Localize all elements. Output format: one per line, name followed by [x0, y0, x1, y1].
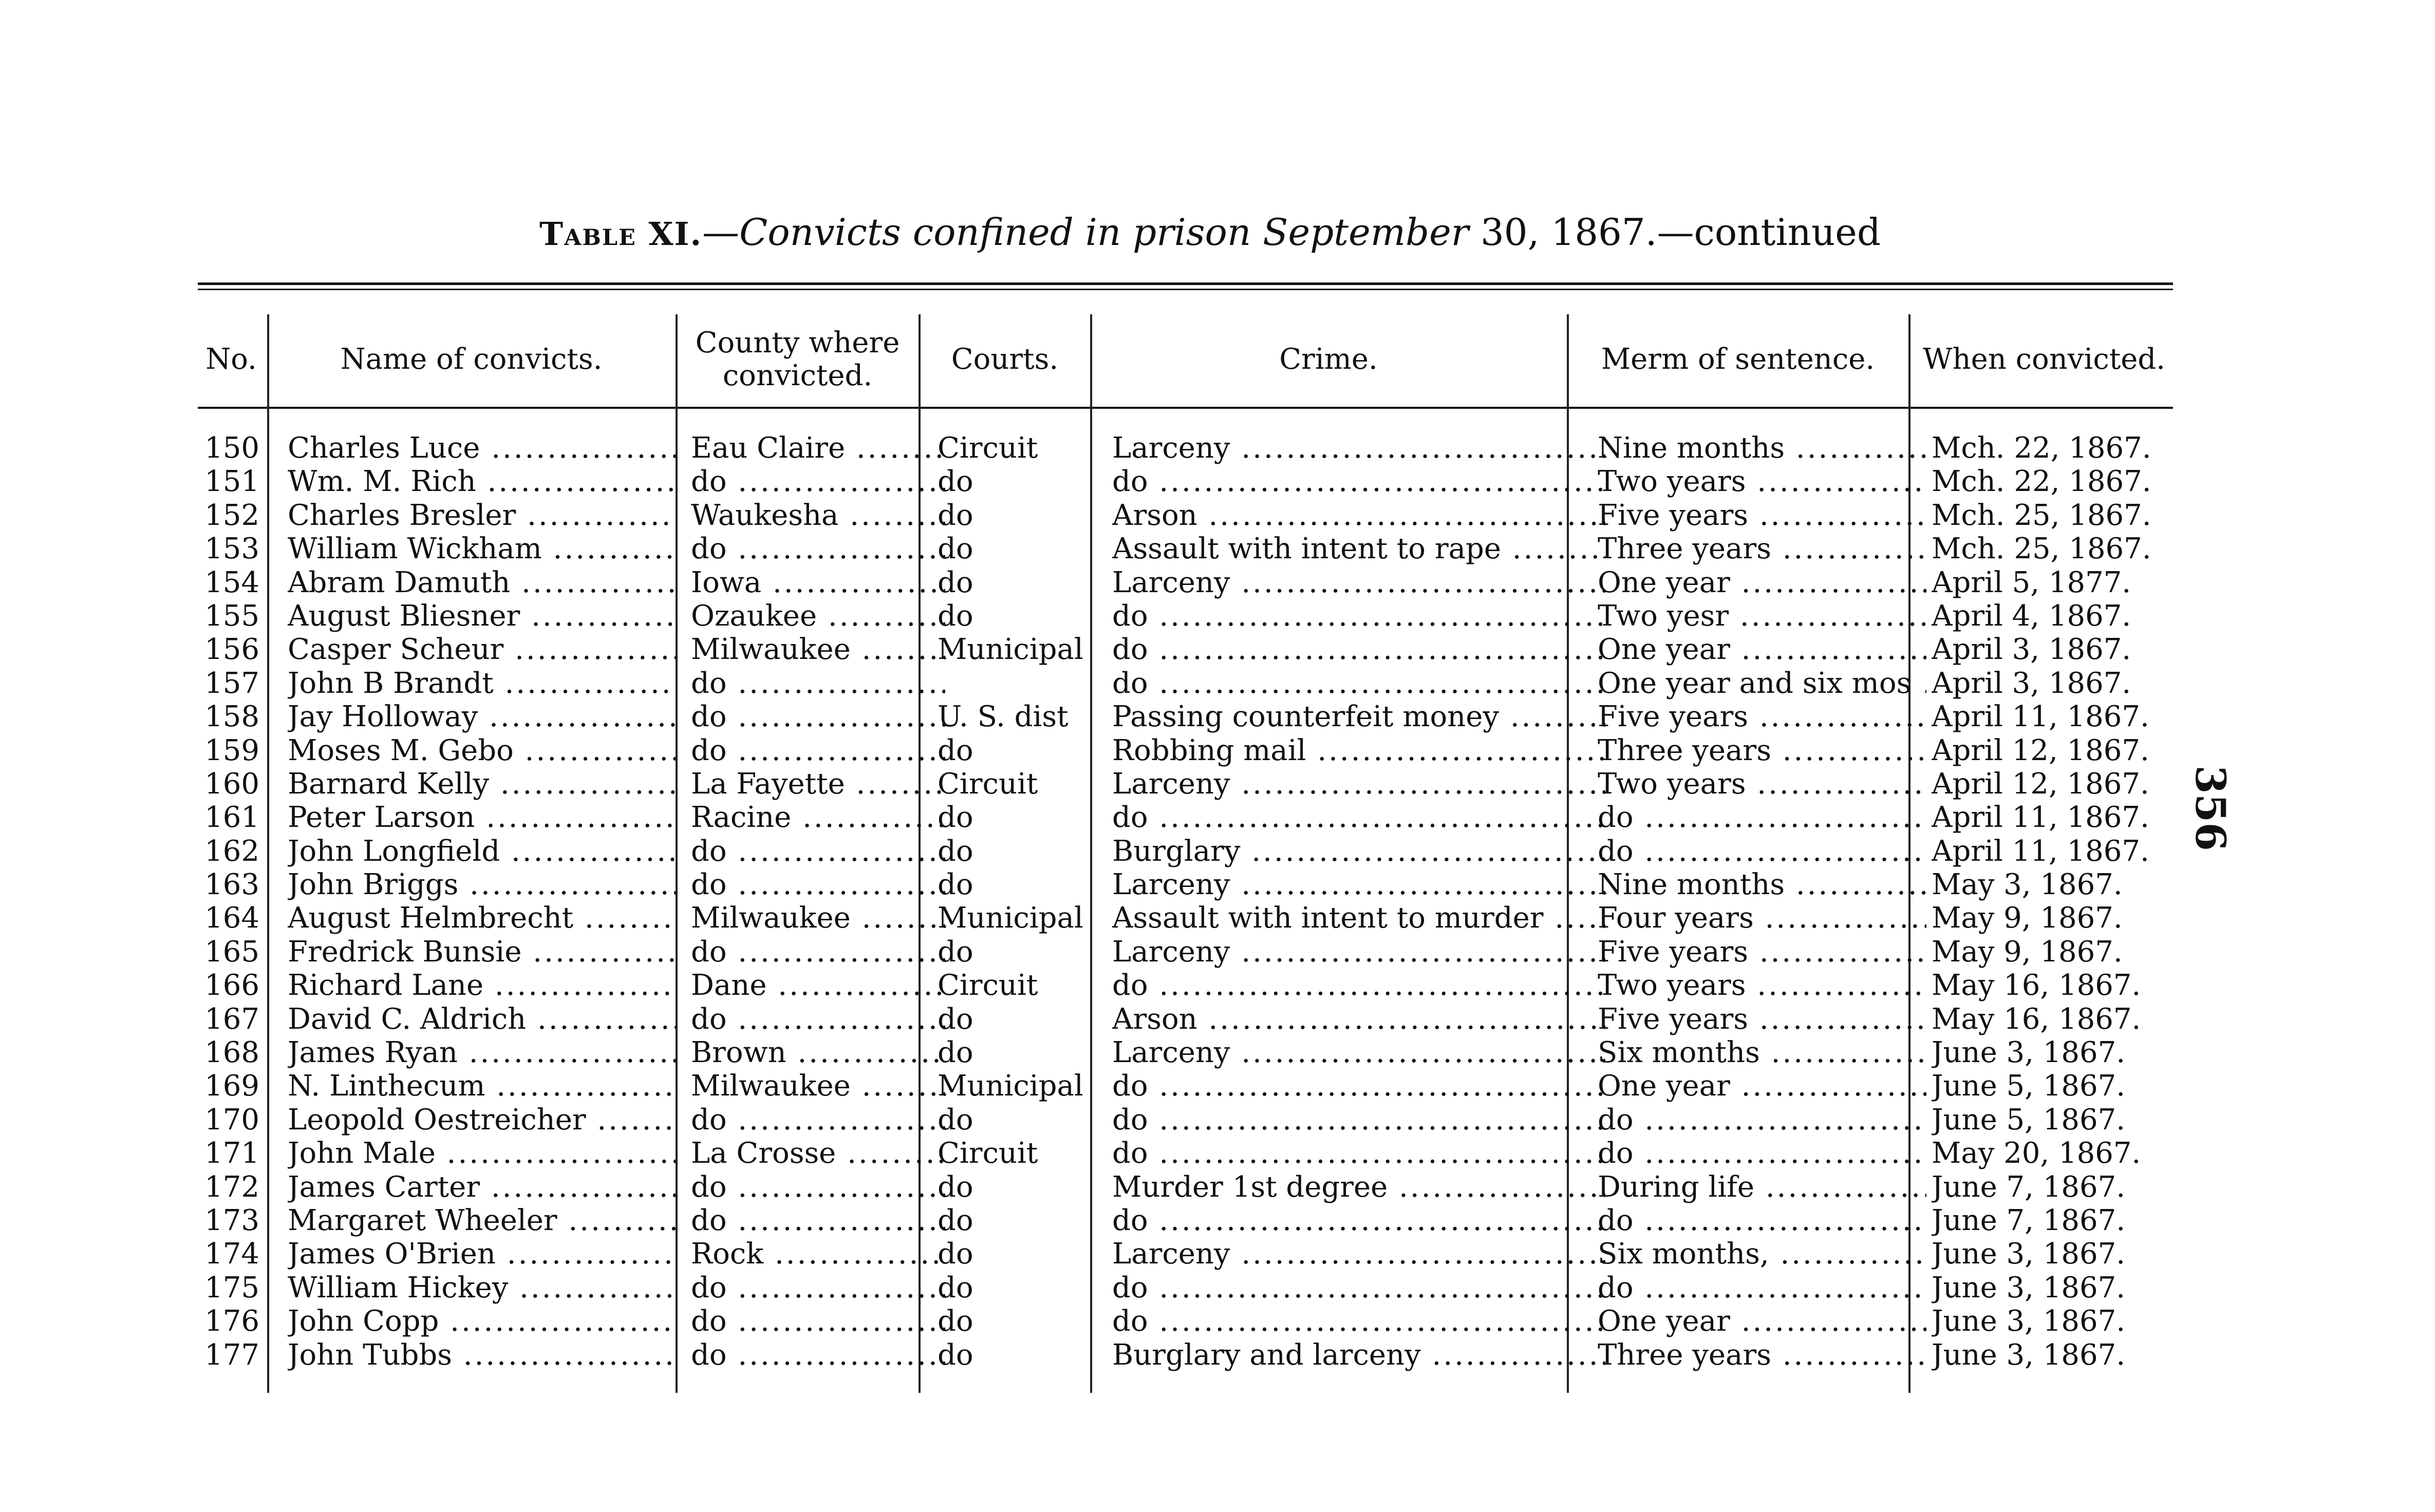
convict-name-cell: James Ryan ..... [288, 1036, 676, 1069]
table-row [198, 667, 2181, 700]
header-courts: Courts. [951, 343, 1059, 376]
conviction-date-cell: May 9, 1867. [1932, 935, 2123, 969]
sentence-term-cell: Nine months ..... [1598, 868, 1926, 901]
table-row [198, 1305, 2181, 1338]
conviction-date-cell: April 11, 1867. [1932, 700, 2149, 734]
sentence-term-cell: Three years ..... [1598, 734, 1926, 767]
convict-name-cell: Jay Holloway ..... [288, 700, 676, 733]
court-cell: Circuit [938, 1137, 1038, 1170]
sentence-term-cell: Nine months ..... [1598, 431, 1926, 465]
crime-cell: Burglary ..... [1112, 835, 1605, 868]
crime-cell: Larceny ..... [1112, 935, 1605, 969]
row-number-cell: 153 [204, 532, 259, 566]
table-row [198, 1338, 2181, 1372]
table-row [198, 431, 2181, 465]
county-cell: do ..... [691, 868, 945, 901]
sentence-term-cell: do ..... [1598, 1103, 1926, 1137]
court-cell: do [938, 498, 973, 532]
convict-name-cell: Margaret Wheeler ..... [288, 1204, 676, 1237]
county-cell: do ..... [691, 465, 945, 498]
table-row [198, 1204, 2181, 1237]
court-cell: do [938, 868, 973, 902]
sentence-term-cell: do ..... [1598, 1271, 1926, 1305]
table-row [198, 1003, 2181, 1036]
table-title-suffix: 30, 1867.—continued [1469, 211, 1881, 254]
county-cell: do ..... [691, 1271, 945, 1305]
court-cell: do [938, 935, 973, 969]
court-cell: do [938, 1203, 973, 1237]
county-cell: do ..... [691, 734, 945, 767]
table-row [198, 1103, 2181, 1137]
county-cell: Milwaukee ..... [691, 633, 945, 666]
convict-name-cell: Charles Luce ..... [288, 431, 676, 465]
convict-name-cell: August Helmbrecht ..... [288, 901, 676, 935]
crime-cell: do ..... [1112, 1137, 1605, 1170]
header-no: No. [205, 343, 257, 376]
row-number-cell: 168 [204, 1036, 259, 1070]
conviction-date-cell: May 16, 1867. [1932, 969, 2141, 1003]
conviction-date-cell: May 16, 1867. [1932, 1002, 2141, 1036]
court-cell: Municipal [938, 901, 1083, 935]
convict-name-cell: William Wickham ..... [288, 532, 676, 565]
header-crime: Crime. [1279, 343, 1378, 376]
court-cell: do [938, 1305, 973, 1338]
conviction-date-cell: April 3, 1867. [1932, 666, 2131, 700]
convict-name-cell: Fredrick Bunsie ..... [288, 935, 676, 969]
convict-name-cell: John Tubbs ..... [288, 1338, 676, 1372]
table-row [198, 801, 2181, 834]
crime-cell: Larceny ..... [1112, 767, 1605, 801]
row-number-cell: 154 [204, 565, 259, 599]
court-cell: U. S. dist [938, 700, 1069, 734]
crime-cell: do ..... [1112, 667, 1605, 700]
table-title-number: Table XI. [539, 215, 703, 253]
court-cell: do [938, 465, 973, 499]
sentence-term-cell: Five years ..... [1598, 935, 1926, 969]
table-row [198, 532, 2181, 565]
row-number-cell: 176 [204, 1305, 259, 1338]
county-cell: do ..... [691, 700, 945, 733]
sentence-term-cell: One year ..... [1598, 566, 1926, 599]
crime-cell: do ..... [1112, 465, 1605, 498]
convict-table-body [198, 431, 2181, 1372]
row-number-cell: 158 [204, 700, 259, 734]
court-cell: do [938, 532, 973, 566]
sentence-term-cell: Two yesr ..... [1598, 599, 1926, 633]
conviction-date-cell: June 7, 1867. [1932, 1170, 2126, 1204]
sentence-term-cell: do ..... [1598, 801, 1926, 834]
court-cell: Circuit [938, 969, 1038, 1003]
table-row [198, 499, 2181, 532]
row-number-cell: 159 [204, 733, 259, 767]
table-row [198, 1170, 2181, 1204]
row-number-cell: 152 [204, 498, 259, 532]
row-number-cell: 172 [204, 1170, 259, 1204]
top-rule [198, 282, 2173, 285]
table-row [198, 734, 2181, 767]
row-number-cell: 151 [204, 465, 259, 499]
convict-name-cell: N. Linthecum ..... [288, 1069, 676, 1103]
table-row [198, 1237, 2181, 1271]
conviction-date-cell: June 3, 1867. [1932, 1271, 2126, 1305]
conviction-date-cell: Mch. 22, 1867. [1932, 431, 2151, 465]
court-cell: do [938, 1338, 973, 1372]
sentence-term-cell: One year ..... [1598, 633, 1926, 666]
county-cell: do ..... [691, 1305, 945, 1338]
court-cell: do [938, 565, 973, 599]
row-number-cell: 162 [204, 834, 259, 868]
header-term: Merm of sentence. [1601, 343, 1875, 376]
convict-name-cell: David C. Aldrich ..... [288, 1003, 676, 1036]
crime-cell: Robbing mail ..... [1112, 734, 1605, 767]
convict-name-cell: Richard Lane ..... [288, 969, 676, 1002]
conviction-date-cell: June 3, 1867. [1932, 1036, 2126, 1070]
crime-cell: Burglary and larceny ..... [1112, 1338, 1605, 1372]
conviction-date-cell: Mch. 25, 1867. [1932, 498, 2151, 532]
convict-name-cell: Barnard Kelly ..... [288, 767, 676, 801]
court-cell: do [938, 1036, 973, 1070]
sentence-term-cell: do ..... [1598, 1204, 1926, 1237]
conviction-date-cell: June 7, 1867. [1932, 1203, 2126, 1237]
court-cell: Municipal [938, 1069, 1083, 1103]
court-cell: Circuit [938, 431, 1038, 465]
header-rule [198, 407, 2173, 409]
county-cell: Milwaukee ..... [691, 901, 945, 935]
convict-name-cell: Peter Larson ..... [288, 801, 676, 834]
conviction-date-cell: June 3, 1867. [1932, 1305, 2126, 1338]
table-row [198, 1069, 2181, 1103]
county-cell: do ..... [691, 835, 945, 868]
conviction-date-cell: April 11, 1867. [1932, 834, 2149, 868]
convict-name-cell: Wm. M. Rich ..... [288, 465, 676, 498]
row-number-cell: 166 [204, 969, 259, 1003]
table-row [198, 868, 2181, 901]
header-name: Name of convicts. [340, 343, 603, 376]
table-title-text: —Convicts confined in prison September [702, 211, 1469, 254]
county-cell: La Fayette ..... [691, 767, 945, 801]
county-cell: Brown ..... [691, 1036, 945, 1069]
crime-cell: Arson ..... [1112, 499, 1605, 532]
crime-cell: do ..... [1112, 633, 1605, 666]
county-cell: do ..... [691, 1338, 945, 1372]
conviction-date-cell: May 20, 1867. [1932, 1137, 2141, 1170]
table-row [198, 935, 2181, 969]
convict-name-cell: John Longfield ..... [288, 835, 676, 868]
table-row [198, 700, 2181, 733]
sentence-term-cell: Three years ..... [1598, 532, 1926, 565]
header-when: When convicted. [1923, 343, 2165, 376]
county-cell: do ..... [691, 1003, 945, 1036]
conviction-date-cell: June 5, 1867. [1932, 1069, 2126, 1103]
crime-cell: do ..... [1112, 801, 1605, 834]
sentence-term-cell: Three years ..... [1598, 1338, 1926, 1372]
row-number-cell: 157 [204, 666, 259, 700]
table-row [198, 1036, 2181, 1069]
crime-cell: do ..... [1112, 969, 1605, 1002]
row-number-cell: 164 [204, 901, 259, 935]
court-cell: do [938, 1170, 973, 1204]
crime-cell: do ..... [1112, 1069, 1605, 1103]
table-row [198, 767, 2181, 801]
county-cell: Dane ..... [691, 969, 945, 1002]
sentence-term-cell: Two years ..... [1598, 767, 1926, 801]
conviction-date-cell: June 5, 1867. [1932, 1103, 2126, 1137]
convict-name-cell: John Male ..... [288, 1137, 676, 1170]
crime-cell: Larceny ..... [1112, 1036, 1605, 1069]
crime-cell: do ..... [1112, 1305, 1605, 1338]
convict-name-cell: John Briggs ..... [288, 868, 676, 901]
page-number: 356 [2186, 765, 2235, 851]
conviction-date-cell: Mch. 22, 1867. [1932, 465, 2151, 499]
sentence-term-cell: During life ..... [1598, 1170, 1926, 1204]
crime-cell: Arson ..... [1112, 1003, 1605, 1036]
row-number-cell: 175 [204, 1271, 259, 1305]
county-cell: Ozaukee ..... [691, 599, 945, 633]
table-row [198, 465, 2181, 498]
court-cell: Municipal [938, 633, 1083, 667]
row-number-cell: 165 [204, 935, 259, 969]
court-cell: do [938, 1271, 973, 1305]
county-cell: Eau Claire ..... [691, 431, 945, 465]
crime-cell: Assault with intent to rape ..... [1112, 532, 1605, 565]
court-cell: do [938, 834, 973, 868]
table-row [198, 901, 2181, 935]
row-number-cell: 173 [204, 1203, 259, 1237]
crime-cell: do ..... [1112, 1204, 1605, 1237]
county-cell: Racine ..... [691, 801, 945, 834]
court-cell: do [938, 1103, 973, 1137]
row-number-cell: 150 [204, 431, 259, 465]
court-cell: do [938, 801, 973, 835]
crime-cell: do ..... [1112, 1103, 1605, 1137]
sentence-term-cell: Six months, ..... [1598, 1237, 1926, 1271]
court-cell: do [938, 733, 973, 767]
sentence-term-cell: One year and six mos ..... [1598, 667, 1926, 700]
county-cell: do ..... [691, 1204, 945, 1237]
crime-cell: do ..... [1112, 599, 1605, 633]
county-cell: Iowa ..... [691, 566, 945, 599]
conviction-date-cell: April 4, 1867. [1932, 599, 2131, 633]
court-cell: do [938, 599, 973, 633]
table-row [198, 835, 2181, 868]
sentence-term-cell: Six months ..... [1598, 1036, 1926, 1069]
table-row [198, 633, 2181, 666]
county-cell: do ..... [691, 1103, 945, 1137]
crime-cell: Passing counterfeit money ..... [1112, 700, 1605, 733]
convict-name-cell: James Carter ..... [288, 1170, 676, 1204]
conviction-date-cell: April 12, 1867. [1932, 767, 2149, 801]
county-cell: Waukesha ..... [691, 499, 945, 532]
crime-cell: do ..... [1112, 1271, 1605, 1305]
county-cell: Milwaukee ..... [691, 1069, 945, 1103]
conviction-date-cell: June 3, 1867. [1932, 1237, 2126, 1271]
crime-cell: Larceny ..... [1112, 566, 1605, 599]
table-row [198, 969, 2181, 1002]
court-cell: do [938, 1002, 973, 1036]
crime-cell: Murder 1st degree ..... [1112, 1170, 1605, 1204]
county-cell: do ..... [691, 1170, 945, 1204]
conviction-date-cell: April 11, 1867. [1932, 801, 2149, 835]
crime-cell: Assault with intent to murder ..... [1112, 901, 1605, 935]
crime-cell: Larceny ..... [1112, 1237, 1605, 1271]
row-number-cell: 177 [204, 1338, 259, 1372]
convict-name-cell: Casper Scheur ..... [288, 633, 676, 666]
sentence-term-cell: Five years ..... [1598, 1003, 1926, 1036]
row-number-cell: 155 [204, 599, 259, 633]
convict-name-cell: August Bliesner ..... [288, 599, 676, 633]
table-row [198, 599, 2181, 633]
table-row [198, 1137, 2181, 1170]
convict-name-cell: William Hickey ..... [288, 1271, 676, 1305]
row-number-cell: 174 [204, 1237, 259, 1271]
table-row [198, 566, 2181, 599]
conviction-date-cell: April 12, 1867. [1932, 733, 2149, 767]
sentence-term-cell: One year ..... [1598, 1305, 1926, 1338]
conviction-date-cell: April 5, 1877. [1932, 565, 2131, 599]
row-number-cell: 170 [204, 1103, 259, 1137]
conviction-date-cell: May 3, 1867. [1932, 868, 2123, 902]
court-cell: do [938, 1237, 973, 1271]
sentence-term-cell: Five years ..... [1598, 700, 1926, 733]
conviction-date-cell: Mch. 25, 1867. [1932, 532, 2151, 566]
convict-name-cell: Moses M. Gebo ..... [288, 734, 676, 767]
row-number-cell: 167 [204, 1002, 259, 1036]
sentence-term-cell: do ..... [1598, 1137, 1926, 1170]
county-cell: do ..... [691, 667, 945, 700]
row-number-cell: 161 [204, 801, 259, 835]
county-cell: do ..... [691, 532, 945, 565]
row-number-cell: 163 [204, 868, 259, 902]
convict-name-cell: Charles Bresler ..... [288, 499, 676, 532]
convict-name-cell: Leopold Oestreicher ..... [288, 1103, 676, 1137]
county-cell: do ..... [691, 935, 945, 969]
conviction-date-cell: April 3, 1867. [1932, 633, 2131, 667]
convict-name-cell: Abram Damuth ..... [288, 566, 676, 599]
court-cell: Circuit [938, 767, 1038, 801]
table-title [539, 211, 1881, 254]
sentence-term-cell: Two years ..... [1598, 465, 1926, 498]
convict-name-cell: John B Brandt ..... [288, 667, 676, 700]
sentence-term-cell: Five years ..... [1598, 499, 1926, 532]
conviction-date-cell: May 9, 1867. [1932, 901, 2123, 935]
convict-name-cell: John Copp ..... [288, 1305, 676, 1338]
sentence-term-cell: do ..... [1598, 835, 1926, 868]
top-rule-thin [198, 289, 2173, 290]
sentence-term-cell: Four years ..... [1598, 901, 1926, 935]
crime-cell: Larceny ..... [1112, 431, 1605, 465]
header-county: County where convicted. [695, 326, 900, 392]
crime-cell: Larceny ..... [1112, 868, 1605, 901]
county-cell: La Crosse ..... [691, 1137, 945, 1170]
row-number-cell: 171 [204, 1137, 259, 1170]
conviction-date-cell: June 3, 1867. [1932, 1338, 2126, 1372]
convict-name-cell: James O'Brien ..... [288, 1237, 676, 1271]
row-number-cell: 169 [204, 1069, 259, 1103]
row-number-cell: 156 [204, 633, 259, 667]
county-cell: Rock ..... [691, 1237, 945, 1271]
row-number-cell: 160 [204, 767, 259, 801]
table-row [198, 1271, 2181, 1305]
sentence-term-cell: One year ..... [1598, 1069, 1926, 1103]
sentence-term-cell: Two years ..... [1598, 969, 1926, 1002]
